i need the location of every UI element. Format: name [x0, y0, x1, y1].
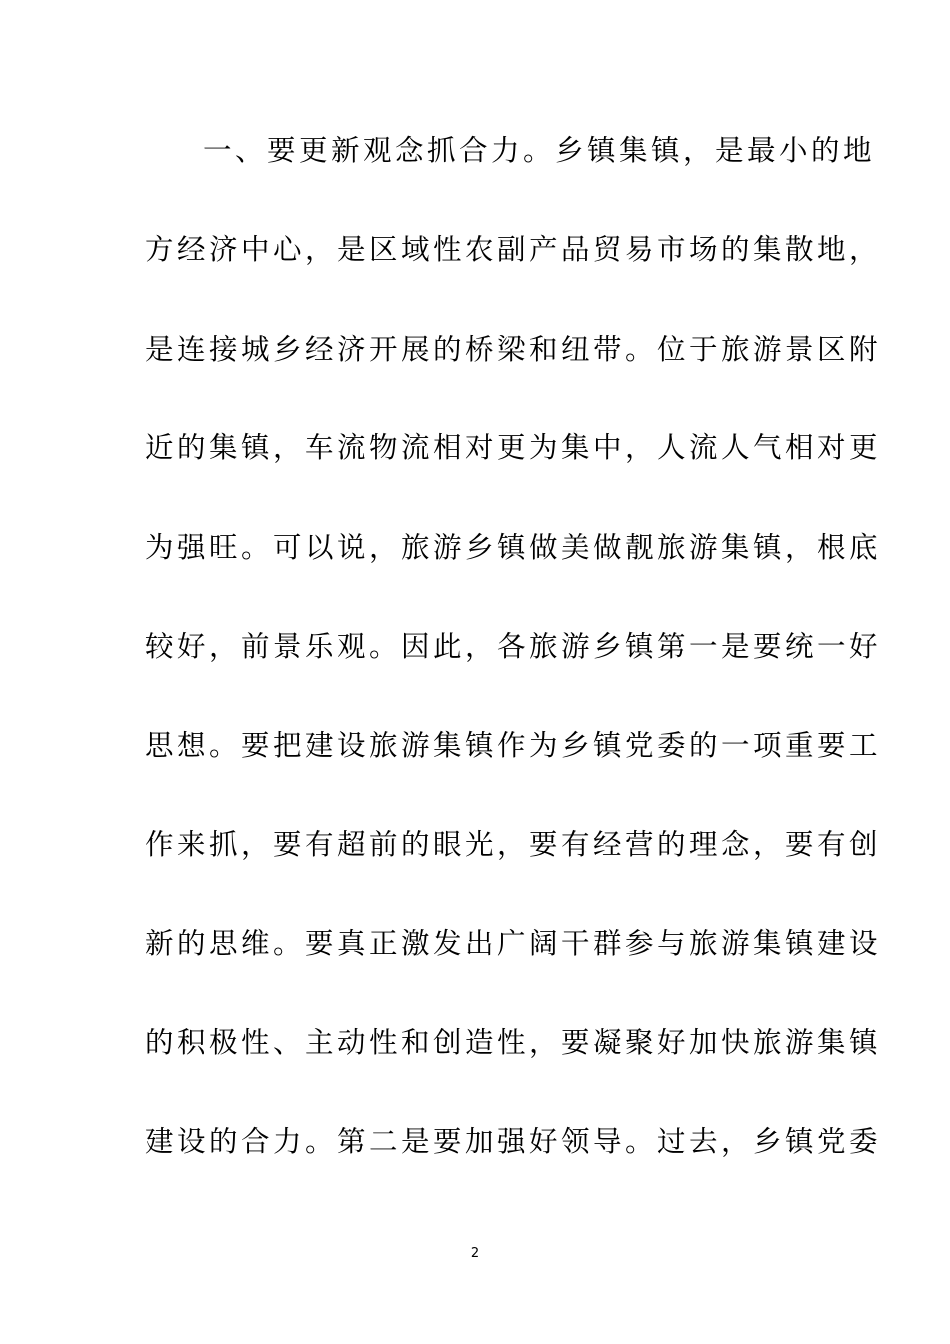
paragraph-line: 思想。要把建设旅游集镇作为乡镇党委的一项重要工: [145, 729, 882, 762]
paragraph-line: 作来抓，要有超前的眼光，要有经营的理念，要有创: [145, 828, 882, 861]
paragraph-line: 建设的合力。第二是要加强好领导。过去，乡镇党委: [145, 1125, 882, 1158]
paragraph-line: 为强旺。可以说，旅游乡镇做美做靓旅游集镇，根底: [145, 531, 882, 564]
paragraph-line: 方经济中心，是区域性农副产品贸易市场的集散地，: [145, 233, 882, 266]
paragraph-line: 较好，前景乐观。因此，各旅游乡镇第一是要统一好: [145, 630, 882, 663]
paragraph-line: 一、要更新观念抓合力。乡镇集镇，是最小的地: [203, 134, 876, 167]
paragraph-line: 新的思维。要真正激发出广阔干群参与旅游集镇建设: [145, 927, 882, 960]
paragraph-line: 近的集镇，车流物流相对更为集中，人流人气相对更: [145, 431, 882, 464]
page-number: 2: [470, 1246, 480, 1261]
paragraph-line: 的积极性、主动性和创造性，要凝聚好加快旅游集镇: [145, 1026, 882, 1059]
paragraph-line: 是连接城乡经济开展的桥梁和纽带。位于旅游景区附: [145, 333, 882, 366]
